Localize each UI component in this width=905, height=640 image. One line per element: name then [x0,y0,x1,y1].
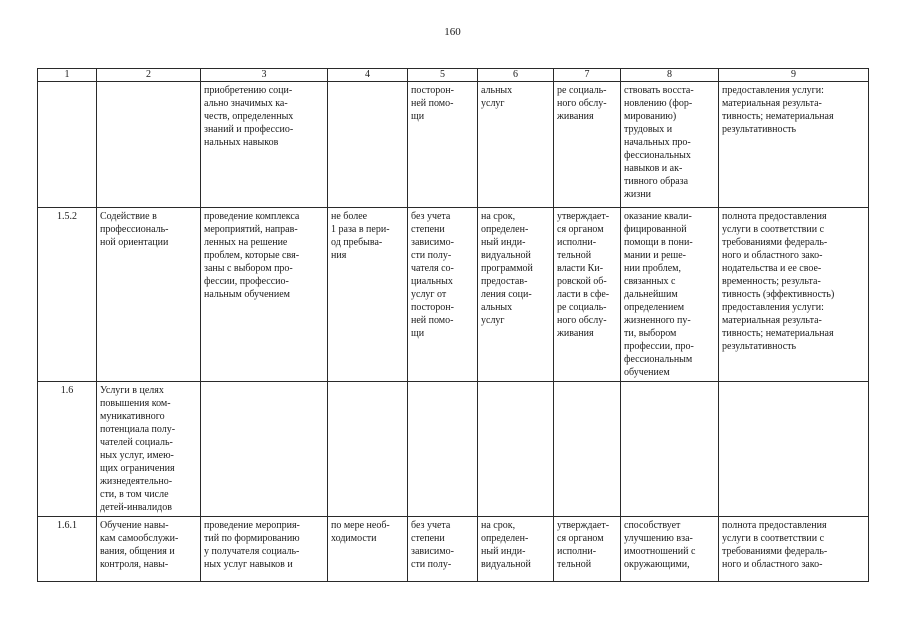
table-header-row [38,69,869,82]
column-header: 3 [201,69,328,82]
table-cell-dependency: без учета степени зависимо- сти полу- [408,517,478,582]
table-cell-quality [719,382,869,517]
page-number: 160 [444,26,461,38]
table-cell-tariff: утверждает- ся органом исполни- тельной власти Ки- ровской об- ласти в сфе- ре социаль- ного обслу- живания [554,208,621,382]
table-cell-dependency: посторон- ней помо- щи [408,82,478,208]
column-header: 7 [554,69,621,82]
table-cell-tariff: утверждает- ся органом исполни- тельной [554,517,621,582]
table-cell-description [201,382,328,517]
table-cell-quality: полнота предоставления услуги в соответствии с требованиями федераль- ного и областного зако- нодательства и ее свое- временность; результа- тивность (эффективность) предоставления услуги: материальная результа- тивность; нематериальная результативность [719,208,869,382]
table-cell-frequency: не более 1 раза в пери- од пребыва- ния [328,208,408,382]
table-cell-dependency: без учета степени зависимо- сти полу- чателя со- циальных услуг от посторон- ней помо- щи [408,208,478,382]
table-cell-quality: предоставления услуги: материальная результа- тивность; нематериальная результативность [719,82,869,208]
table-cell-tariff [554,382,621,517]
table-cell-term: на срок, определен- ный инди- видуальной программой предостав- ления соци- альных услуг [478,208,554,382]
table-cell-service-name: Услуги в целях повышения ком- муникативного потенциала полу- чателей социаль- ных услуг, имею- щих ограничения жизнедеятельно- сти, в том числе детей-инвалидов [97,382,201,517]
table-row [38,208,869,382]
table-cell-frequency: по мере необ- ходимости [328,517,408,582]
table-cell-purpose: ствовать восста- новлению (фор- мированию) трудовых и начальных про- фессиональных навыков и ак- тивного образа жизни [621,82,719,208]
table-cell-frequency [328,382,408,517]
table-row [38,517,869,582]
table-cell-description: приобретению соци- ально значимых ка- честв, определенных знаний и профессио- нальных навыков [201,82,328,208]
table-row [38,382,869,517]
table-cell-purpose: оказание квали- фицированной помощи в пони- мании и реше- нии проблем, связанных с дальнейшим определением жизненного пу- ти, выбором профессии, про- фессиональным обучением [621,208,719,382]
column-header: 2 [97,69,201,82]
table-cell-term: альных услуг [478,82,554,208]
table-row [38,82,869,208]
column-header: 1 [38,69,97,82]
column-header: 4 [328,69,408,82]
table-cell-term: на срок, определен- ный инди- видуальной [478,517,554,582]
column-header: 6 [478,69,554,82]
column-header: 5 [408,69,478,82]
table-cell-number: 1.5.2 [38,208,97,382]
table-cell-tariff: ре социаль- ного обслу- живания [554,82,621,208]
table-cell-description: проведение комплекса мероприятий, направ- ленных на решение проблем, которые свя- заны с выбором про- фессии, профессио- нальным обучением [201,208,328,382]
column-header: 9 [719,69,869,82]
table-cell-frequency [328,82,408,208]
table-cell-purpose [621,382,719,517]
table-cell-service-name: Обучение навы- кам самообслужи- вания, общения и контроля, навы- [97,517,201,582]
table-cell-quality: полнота предоставления услуги в соответствии с требованиями федераль- ного и областного зако- [719,517,869,582]
table-cell-service-name: Содействие в профессиональ- ной ориентации [97,208,201,382]
table-cell-service-name [97,82,201,208]
table-cell-number: 1.6 [38,382,97,517]
services-table [37,68,869,582]
table-cell-description: проведение мероприя- тий по формированию у получателя социаль- ных услуг навыков и [201,517,328,582]
column-header: 8 [621,69,719,82]
table-cell-term [478,382,554,517]
table-cell-purpose: способствует улучшению вза- имоотношений с окружающими, [621,517,719,582]
table-cell-dependency [408,382,478,517]
table-cell-number: 1.6.1 [38,517,97,582]
table-cell-number [38,82,97,208]
